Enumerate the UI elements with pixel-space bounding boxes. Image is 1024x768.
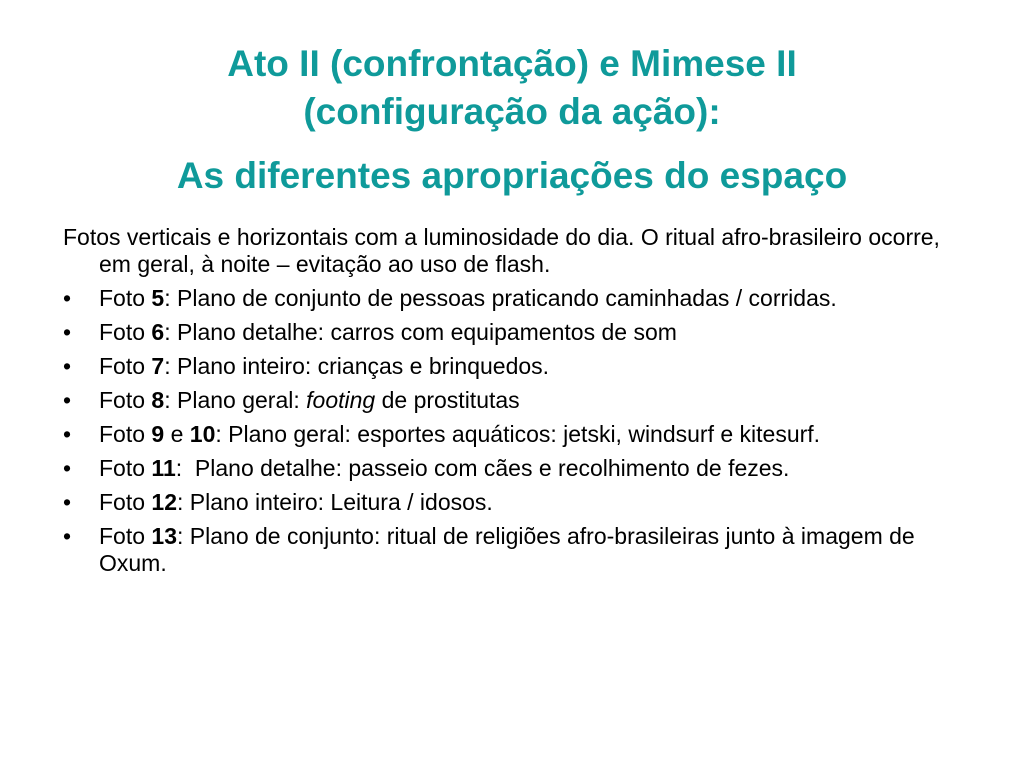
list-item [63, 285, 968, 312]
slide-subtitle: As diferentes apropriações do espaço [176, 155, 848, 196]
item-number: 6 [151, 319, 165, 345]
item-prefix: Foto [99, 387, 152, 413]
item-prefix: Foto [99, 319, 152, 345]
bullet-icon: • [63, 319, 72, 345]
item-number: 5 [151, 285, 165, 311]
item-text: de prostitutas [375, 387, 520, 413]
item-prefix: Foto [99, 523, 152, 549]
item-number: 13 [151, 523, 178, 549]
item-text: : Plano geral: esportes aquáticos: jetski, windsurf e kitesurf. [215, 421, 821, 447]
item-text: : Plano geral: [164, 387, 307, 413]
item-text: : Plano detalhe: passeio com cães e recolhimento de fezes. [175, 455, 790, 481]
bullet-icon: • [63, 489, 72, 515]
list-item [63, 421, 968, 448]
slide-title [0, 40, 1024, 200]
item-prefix: Foto [99, 421, 152, 447]
item-text: : Plano de conjunto de pessoas praticando caminhadas / corridas. [164, 285, 837, 311]
list-item [63, 523, 968, 577]
bullet-icon: • [63, 353, 72, 379]
item-number: 12 [151, 489, 178, 515]
item-text: : Plano inteiro: crianças e brinquedos. [164, 353, 550, 379]
item-text: : Plano detalhe: carros com equipamentos de som [164, 319, 677, 345]
item-prefix: Foto [99, 353, 152, 379]
item-number: 11 [151, 455, 176, 481]
item-number: 7 [151, 353, 165, 379]
bullet-icon: • [63, 523, 72, 549]
photo-list [63, 285, 968, 577]
list-item [63, 489, 968, 516]
item-prefix: Foto [99, 285, 152, 311]
slide-body [63, 224, 968, 584]
list-item [63, 387, 968, 414]
item-text: : Plano inteiro: Leitura / idosos. [177, 489, 493, 515]
bullet-icon: • [63, 455, 72, 481]
bullet-icon: • [63, 421, 72, 447]
item-number: 10 [189, 421, 216, 447]
item-conjunction: e [164, 421, 190, 447]
title-line-1: Ato II (confrontação) e Mimese II [227, 43, 797, 84]
list-item [63, 353, 968, 380]
list-item [63, 455, 968, 482]
bullet-icon: • [63, 387, 72, 413]
bullet-icon: • [63, 285, 72, 311]
intro-paragraph: Fotos verticais e horizontais com a luminosidade do dia. O ritual afro-brasileiro ocorre, em geral, à noite – evitação ao uso de flash. [63, 224, 940, 277]
list-item [63, 319, 968, 346]
item-prefix: Foto [99, 455, 152, 481]
item-italic-term: footing [306, 387, 376, 413]
item-text: : Plano de conjunto: ritual de religiões afro-brasileiras junto à imagem de Oxum. [99, 523, 915, 576]
item-prefix: Foto [99, 489, 152, 515]
title-line-2: (configuração da ação): [303, 91, 721, 132]
item-number: 8 [151, 387, 165, 413]
item-number: 9 [151, 421, 165, 447]
